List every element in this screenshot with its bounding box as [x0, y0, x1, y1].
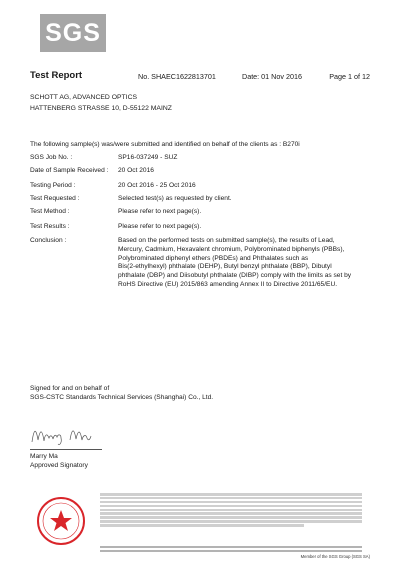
signature-line [30, 449, 102, 450]
conclusion-line: phthalate (DBP) and Diisobutyl phthalate (DIBP) comply with the limits as set by [118, 272, 352, 280]
report-title: Test Report [30, 70, 83, 81]
signing-company: SGS-CSTC Standards Technical Services (Shanghai) Co., Ltd. [30, 394, 214, 401]
handwritten-signature [30, 422, 110, 448]
conclusion-line: Based on the performed tests on submitted sample(s), the results of Lead, [118, 237, 335, 244]
client-address: HATTENBERG STRASSE 10, D-55122 MAINZ [30, 105, 172, 112]
disclaimer-line [100, 516, 362, 519]
field-label: Test Requested : [30, 195, 80, 202]
disclaimer-line [100, 520, 362, 523]
intro-text: The following sample(s) was/were submitted and identified on behalf of the clients as : B270i [30, 141, 300, 148]
address-line [100, 546, 362, 548]
field-label: SGS Job No. : [30, 154, 73, 161]
sgs-logo: SGS [40, 14, 106, 52]
field-value: 20 Oct 2016 [118, 167, 154, 174]
address-line [100, 550, 362, 552]
field-label: Date of Sample Received : [30, 167, 109, 174]
legal-disclaimer [100, 493, 362, 528]
disclaimer-line [100, 509, 362, 512]
field-value: SP16-037249 - SUZ [118, 154, 178, 161]
conclusion-line: RoHS Directive (EU) 2015/863 amending Annex II to Directive 2011/65/EU. [118, 280, 338, 288]
conclusion-line: Polybrominated diphenyl ethers (PBDEs) and Phthalates such as [118, 254, 309, 262]
intro-statement [30, 141, 370, 150]
disclaimer-line [100, 493, 362, 496]
field-value: Please refer to next page(s). [118, 208, 202, 215]
address-block [100, 546, 362, 549]
disclaimer-line [100, 505, 362, 508]
conclusion-line: Bis(2-ethylhexyl) phthalate (DEHP), Butyl benzyl phthalate (BBP), Dibutyl [118, 263, 332, 271]
page-number: Page 1 of 12 [329, 72, 370, 81]
signatory-title: Approved Signatory [30, 462, 88, 469]
report-header [30, 72, 370, 82]
field-value: Selected test(s) as requested by client. [118, 195, 232, 202]
signed-on-behalf: Signed for and on behalf of [30, 385, 110, 392]
field-label: Test Results : [30, 223, 70, 230]
field-value: 20 Oct 2016 - 25 Oct 2016 [118, 182, 196, 189]
conclusion-line: Mercury, Cadmium, Hexavalent chromium, Polybrominated biphenyls (PBBs), [118, 245, 345, 253]
field-label: Test Method : [30, 208, 70, 215]
disclaimer-line [100, 501, 362, 504]
disclaimer-line [100, 524, 304, 527]
disclaimer-line [100, 497, 362, 500]
field-value: Please refer to next page(s). [118, 223, 202, 230]
client-name: SCHOTT AG, ADVANCED OPTICS [30, 94, 138, 101]
disclaimer-line [100, 512, 362, 515]
conclusion-text [118, 237, 370, 290]
company-seal [36, 496, 86, 546]
report-date: Date: 01 Nov 2016 [242, 72, 302, 81]
signatory-name: Marry Ma [30, 453, 58, 460]
member-of-group: Member of the SGS Group (SGS SA) [300, 554, 370, 559]
report-number: No. SHAEC1622813701 [138, 72, 216, 81]
field-label: Testing Period : [30, 182, 76, 189]
conclusion-label: Conclusion : [30, 237, 67, 244]
